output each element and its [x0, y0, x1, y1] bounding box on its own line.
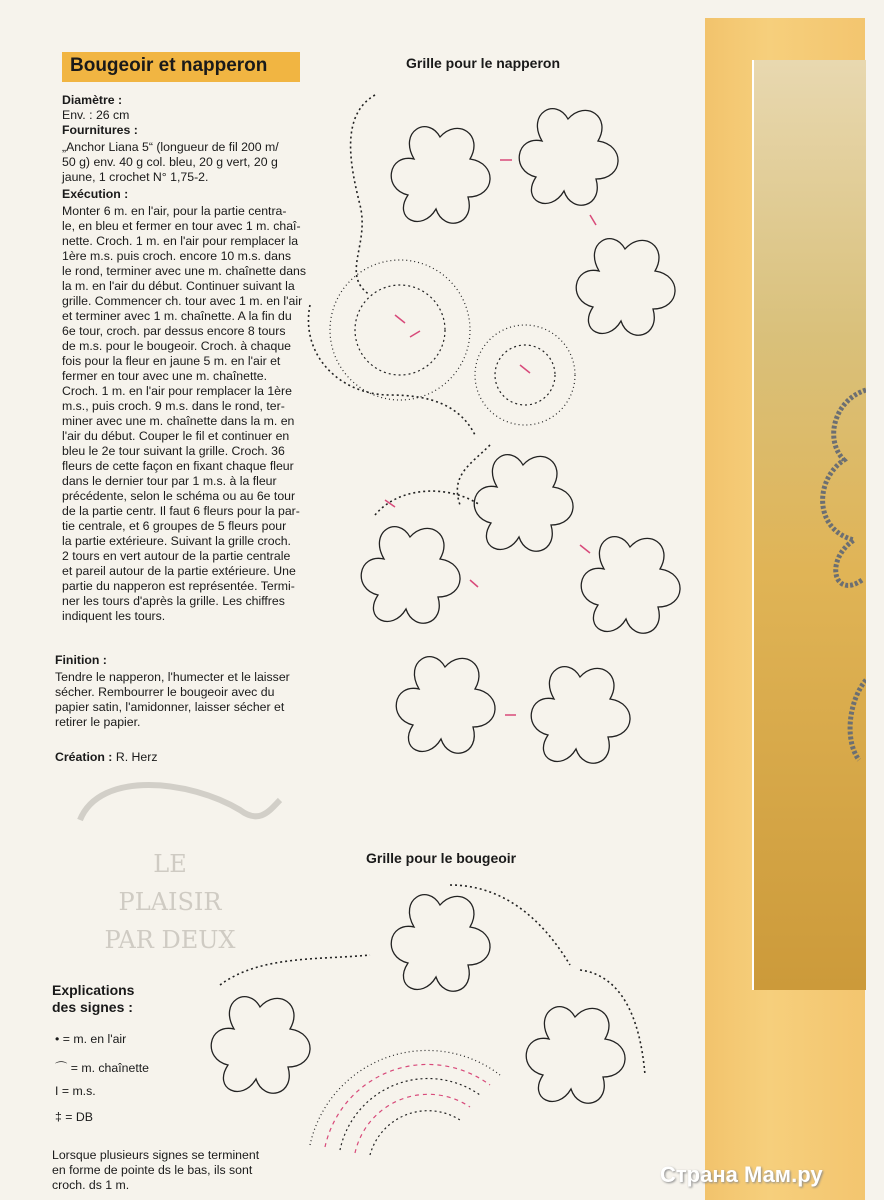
- execution-line: indiquent les tours.: [62, 609, 166, 623]
- fournitures-line: „Anchor Liana 5“ (longueur de fil 200 m/: [62, 140, 279, 154]
- execution-line: tie centrale, et 6 groupes de 5 fleurs pour: [62, 519, 287, 533]
- execution-line: dans le dernier tour par 1 m.s. à la fleur: [62, 474, 277, 488]
- legend-symbol: ⌒: [55, 1061, 68, 1075]
- page-title: Bougeoir et napperon: [70, 55, 268, 76]
- legend-item-db: [55, 1110, 93, 1124]
- bougeoir-fan: [310, 1050, 500, 1155]
- legend-item-chain: [55, 1032, 126, 1046]
- legend-note: [52, 1148, 312, 1193]
- execution-line: 1ère m.s. puis croch. encore 10 m.s. dans: [62, 249, 291, 263]
- legend-note-line: croch. ds 1 m.: [52, 1178, 130, 1192]
- execution-line: Monter 6 m. en l'air, pour la partie centra-: [62, 204, 287, 218]
- legend-text: = m. en l'air: [62, 1032, 127, 1046]
- execution-line: partie du napperon est représentée. Termi-: [62, 579, 295, 593]
- bougeoir-flowers: [211, 895, 625, 1104]
- legend-symbol: ‡: [55, 1110, 62, 1124]
- fournitures-line: jaune, 1 crochet N° 1,75-2.: [62, 170, 209, 184]
- execution-line: bleu le 2e tour suivant la grille. Croch. 36: [62, 444, 285, 458]
- execution-line: Croch. 1 m. en l'air pour remplacer la 1ère: [62, 384, 292, 398]
- bougeoir-pink-rows: [325, 1064, 490, 1153]
- finition-line: papier satin, l'amidonner, laisser sécher et: [55, 700, 285, 714]
- execution-line: précédente, selon le schéma ou au 6e tour: [62, 489, 296, 503]
- napperon-central-motif-2: [475, 325, 575, 425]
- legend-title-line: des signes :: [52, 999, 133, 1015]
- bougeoir-grid-heading: Grille pour le bougeoir: [366, 850, 517, 866]
- legend-title: [52, 982, 134, 1016]
- finition-text: [55, 670, 305, 730]
- execution-line: nette. Croch. 1 m. en l'air pour remplacer la: [62, 234, 299, 248]
- execution-line: 2 tours en vert autour de la partie centrale: [62, 549, 291, 563]
- execution-line: la m. en l'air du début. Continuer suivant la: [62, 279, 295, 293]
- napperon-chain-stitches: [308, 95, 490, 515]
- finition-line: sécher. Rembourrer le bougeoir avec du: [55, 685, 275, 699]
- legend-item-slip: [55, 1058, 149, 1076]
- site-watermark: Страна Мам.ру: [660, 1162, 823, 1187]
- execution-line: m.s., puis croch. 9 m.s. dans le rond, ter-: [62, 399, 285, 413]
- napperon-join-marks: [385, 160, 596, 715]
- diametre-value: Env. : 26 cm: [62, 108, 130, 122]
- execution-line: fois pour la fleur en jaune 5 m. en l'air et: [62, 354, 281, 368]
- fournitures-text: [62, 140, 312, 185]
- napperon-grid-heading: Grille pour le napperon: [406, 55, 561, 71]
- napperon-flowers: [361, 109, 680, 764]
- finition-line: Tendre le napperon, l'humecter et le laisser: [55, 670, 290, 684]
- title-banner: [62, 52, 300, 82]
- legend-note-line: en forme de pointe ds le bas, ils sont: [52, 1163, 253, 1177]
- execution-line: ner les tours d'après la grille. Les chiffres: [62, 594, 285, 608]
- legend-note-line: Lorsque plusieurs signes se terminent: [52, 1148, 260, 1162]
- creation-value: R. Herz: [115, 750, 158, 764]
- legend-text: = DB: [65, 1110, 93, 1124]
- finition-line: retirer le papier.: [55, 715, 141, 729]
- bougeoir-chain-stitches: [220, 885, 645, 1075]
- creation-label: Création :: [55, 750, 113, 764]
- legend-text: = m. chaînette: [70, 1061, 150, 1075]
- creation-credit: [55, 750, 158, 765]
- execution-line: l'air du début. Couper le fil et continuer en: [62, 429, 290, 443]
- execution-line: de la partie centr. Il faut 6 fleurs pour la par-: [62, 504, 300, 518]
- fournitures-line: 50 g) env. 40 g col. bleu, 20 g vert, 20 g: [62, 155, 278, 169]
- execution-text: [62, 204, 312, 624]
- execution-line: fleurs de cette façon en fixant chaque fleur: [62, 459, 294, 473]
- execution-line: de m.s. pour le bougeoir. Croch. à chaque: [62, 339, 291, 353]
- execution-line: miner avec une m. chaînette dans la m. en: [62, 414, 295, 428]
- execution-line: grille. Commencer ch. tour avec 1 m. en l'air: [62, 294, 303, 308]
- finition-label: Finition :: [55, 653, 107, 667]
- diametre-label: Diamètre :: [62, 93, 123, 107]
- execution-line: la partie extérieure. Suivant la grille croch.: [62, 534, 291, 548]
- legend-title-line: Explications: [52, 982, 135, 998]
- svg-text:PAR DEUX: PAR DEUX: [104, 926, 236, 954]
- napperon-central-motif-1: [330, 260, 470, 400]
- execution-line: 6e tour, croch. par dessus encore 8 tours: [62, 324, 286, 338]
- fournitures-label: Fournitures :: [62, 123, 138, 137]
- execution-line: et pareil autour de la partie extérieure. Une: [62, 564, 296, 578]
- legend-symbol: •: [55, 1032, 60, 1046]
- svg-text:LE: LE: [153, 850, 187, 878]
- execution-label: Exécution :: [62, 187, 129, 201]
- doily-photo: [752, 60, 866, 990]
- execution-line: et terminer avec 1 m. chaînette. A la fin du: [62, 309, 292, 323]
- execution-line: fermer en tour avec une m. chaînette.: [62, 369, 268, 383]
- execution-line: le, en bleu et fermer en tour avec 1 m. chaî-: [62, 219, 301, 233]
- napperon-diagram: [300, 75, 700, 795]
- bougeoir-diagram: [200, 875, 660, 1175]
- svg-text:PLAISIR: PLAISIR: [118, 888, 222, 916]
- legend-text: = m.s.: [61, 1084, 96, 1098]
- legend-symbol: I: [55, 1084, 59, 1098]
- execution-line: le rond, terminer avec une m. chaînette dans: [62, 264, 307, 278]
- legend-item-sc: [55, 1084, 96, 1098]
